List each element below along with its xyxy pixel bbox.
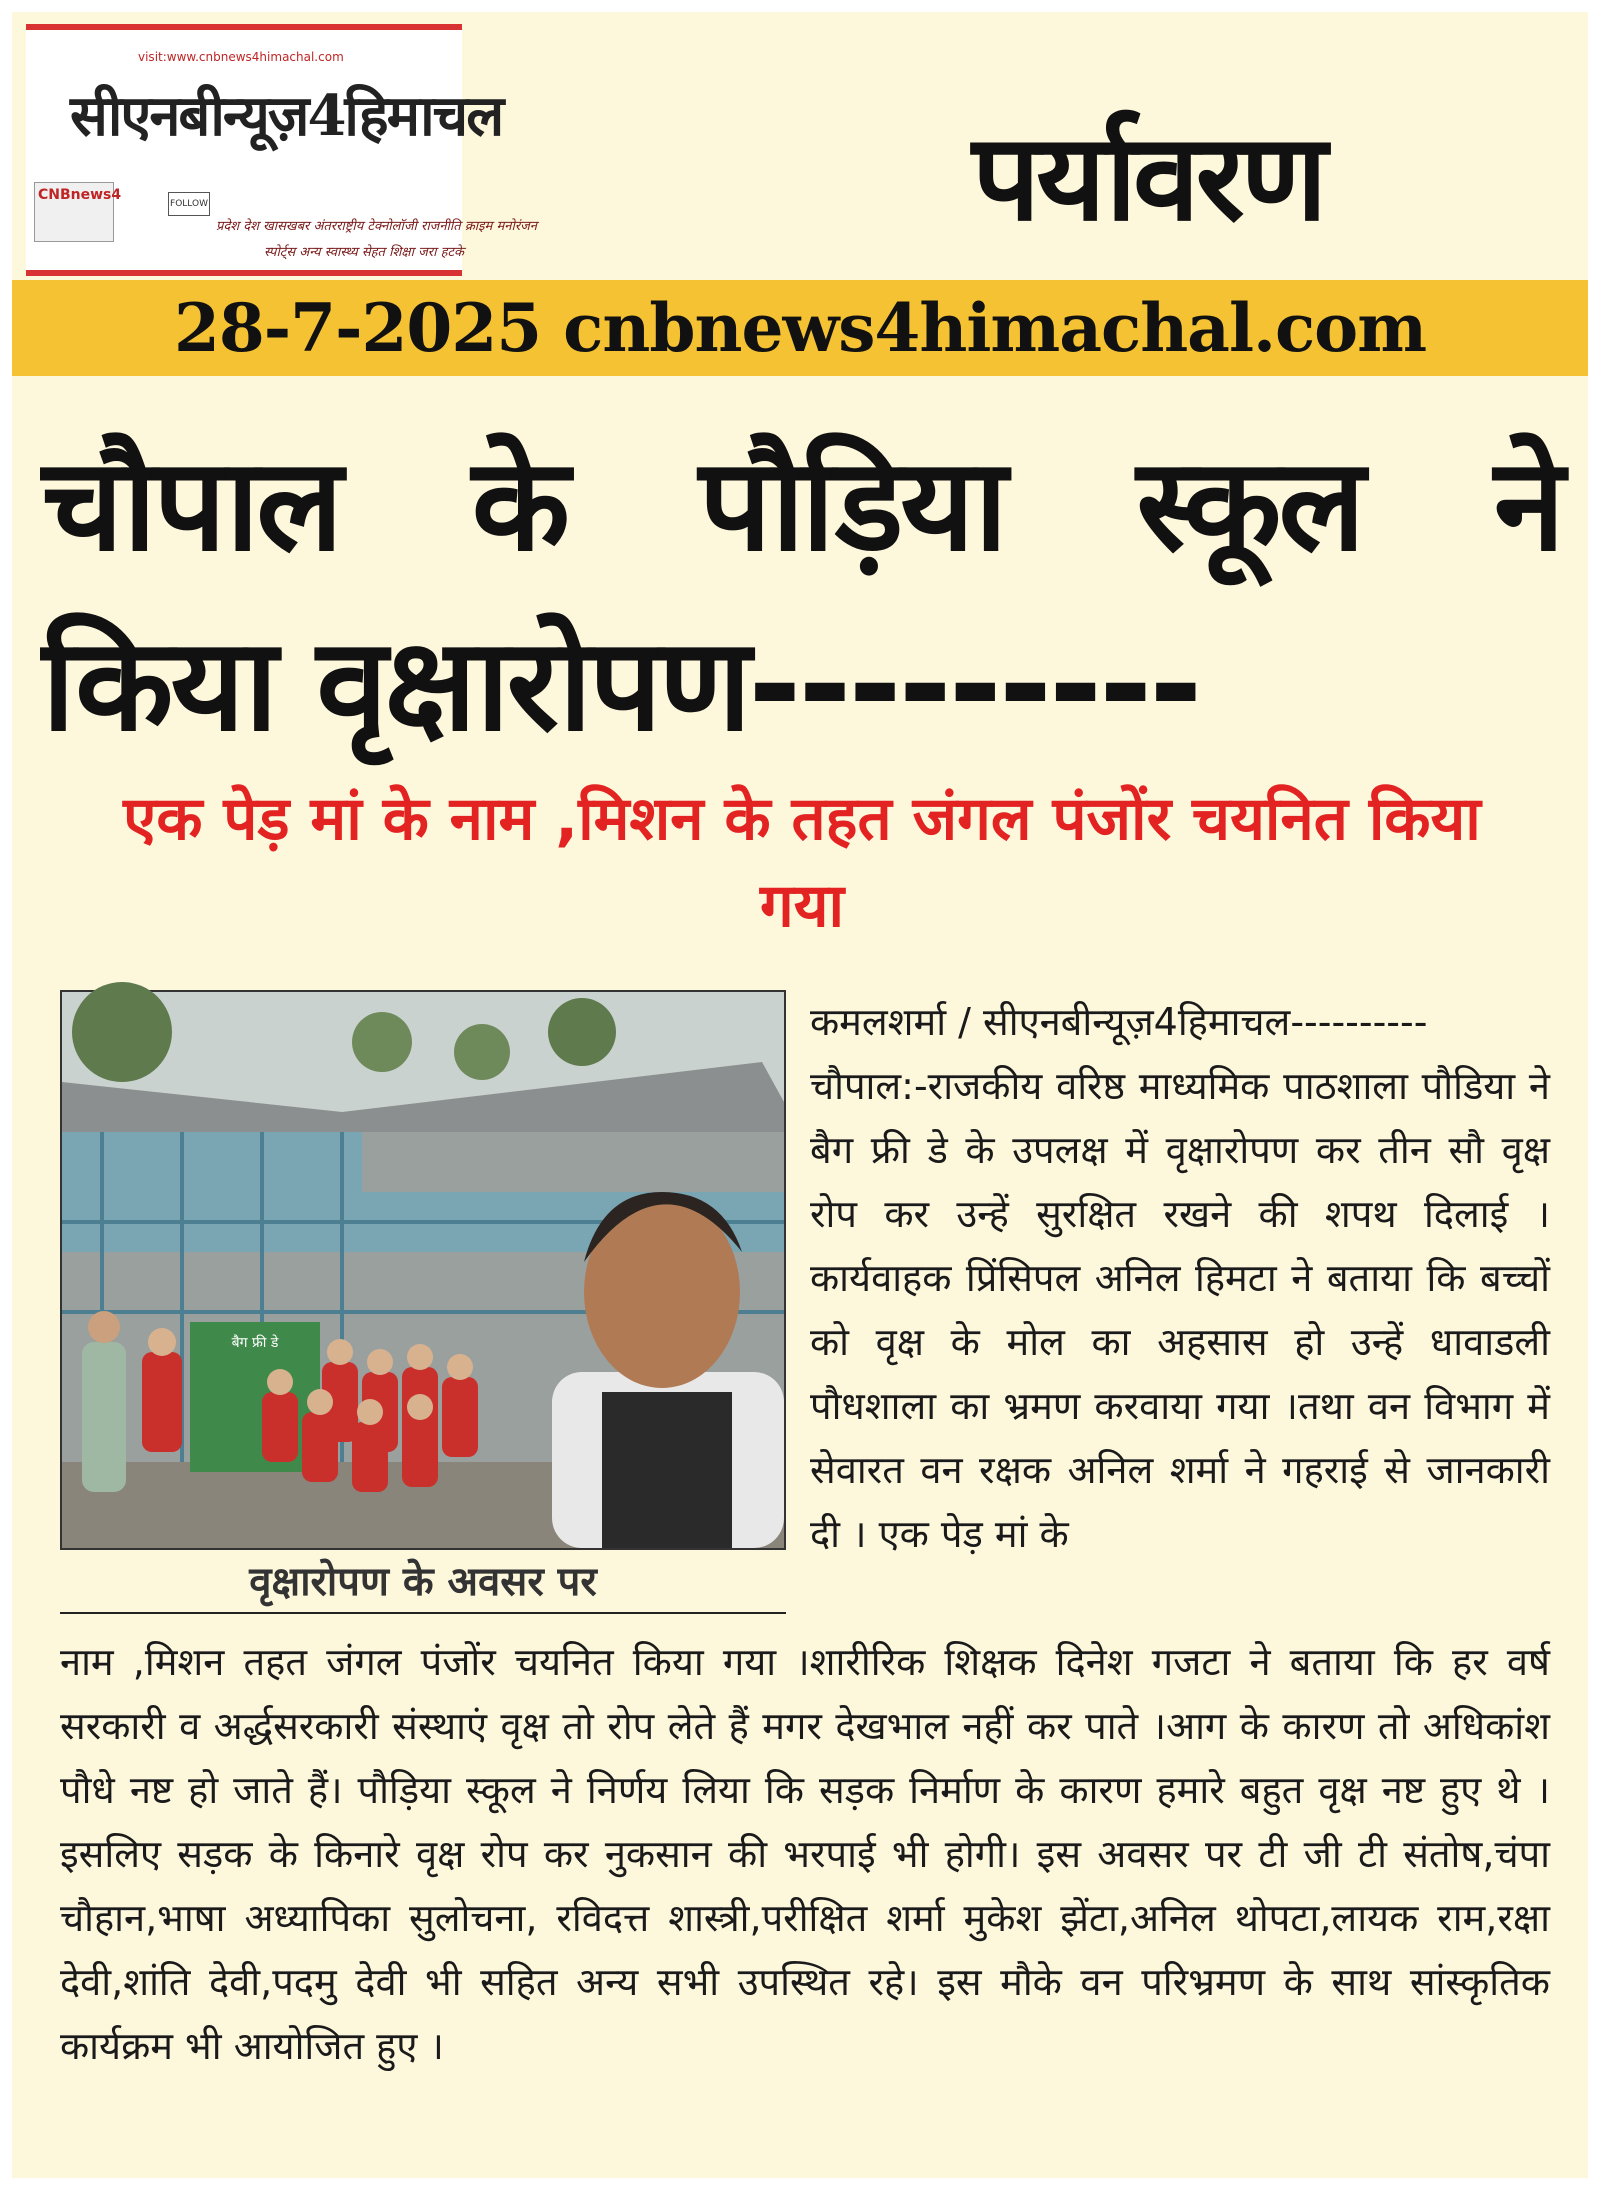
newspaper-page [12, 12, 1588, 2178]
headline-word: पौड़िया [698, 431, 1005, 580]
logo-name: सीएनबीन्यूज़4हिमाचल [70, 83, 503, 149]
article-byline: कमलशर्मा / सीएनबीन्यूज़4हिमाचल---------- [810, 1000, 1428, 1044]
dateline: 28-7-2025 cnbnews4himachal.com [173, 289, 1427, 367]
logo-tagline-2: स्पोर्ट्स अन्य स्वास्थ्य सेहत शिक्षा जरा हटके [264, 245, 465, 260]
follow-badge: FOLLOW [168, 192, 210, 216]
headline-word: ने [1493, 431, 1562, 580]
dateline-bar [12, 280, 1588, 376]
logo-badge-text: CNBnews4 [38, 187, 122, 203]
article-column [810, 990, 1550, 1566]
article-paragraph: चौपाल:-राजकीय वरिष्ठ माध्यमिक पाठशाला पौडिया ने बैग फ्री डे के उपलक्ष में वृक्षारोपण कर तीन सौ वृक्ष रोप कर उन्हें सुरक्षित रखने की शपथ दिलाई ।कार्यवाहक प्रिंसिपल अनिल हिमटा ने बताया कि बच्चों को वृक्ष के मोल का अहसास हो उन्हें धावाडली पौधशाला का भ्रमण करवाया गया ।तथा वन विभाग में सेवारत वन रक्षक अनिल शर्मा ने गहराई से जानकारी दी । एक पेड़ मां के [810, 1064, 1550, 1556]
photo-caption: वृक्षारोपण के अवसर पर [249, 1559, 597, 1605]
headline-word: के [471, 431, 568, 580]
headline-line-2: किया वृक्षारोपण--------- [42, 611, 1200, 760]
logo-visit-url: visit:www.cnbnews4himachal.com [138, 50, 344, 64]
subheadline: एक पेड़ मां के नाम ,मिशन के तहत जंगल पंजोंर चयनित किया गया [123, 784, 1481, 941]
caption-divider [60, 1612, 786, 1614]
masthead-logo [26, 24, 537, 276]
headline-word: चौपाल [42, 431, 341, 580]
headline-word: स्कूल [1136, 431, 1363, 580]
news-photo [60, 990, 786, 1550]
school-photo-illustration [62, 992, 784, 1548]
photo-banner-text: बैग फ्री डे [231, 1335, 279, 1351]
section-title: पर्यावरण [972, 109, 1324, 248]
headline-line-1 [42, 431, 1562, 580]
article-continuation: नाम ,मिशन तहत जंगल पंजोंर चयनित किया गया ।शारीरिक शिक्षक दिनेश गजटा ने बताया कि हर वर्ष सरकारी व अर्द्धसरकारी संस्थाएं वृक्ष तो रोप लेते हैं मगर देखभाल नहीं कर पाते ।आग के कारण तो अधिकांश पौधे नष्ट हो जाते हैं। पौड़िया स्कूल ने निर्णय लिया कि सड़क निर्माण के कारण हमारे बहुत वृक्ष नष्ट हुए थे ।इसलिए सड़क के किनारे वृक्ष रोप कर नुकसान की भरपाई भी होगी। इस अवसर पर टी जी टी संतोष,चंपा चौहान,भाषा अध्यापिका सुलोचना, रविदत्त शास्त्री,परीक्षित शर्मा मुकेश झेंटा,अनिल थोपटा,लायक राम,रक्षा देवी,शांति देवी,पदमु देवी भी सहित अन्य सभी उपस्थित रहे। इस मौके वन परिभ्रमण के साथ सांस्कृतिक कार्यक्रम भी आयोजित हुए । [60, 1640, 1550, 2068]
logo-badge [34, 182, 122, 242]
logo-tagline-1: प्रदेश देश खासखबर अंतरराष्ट्रीय टेक्नोलॉजी राजनीति क्राइम मनोरंजन [216, 219, 537, 234]
